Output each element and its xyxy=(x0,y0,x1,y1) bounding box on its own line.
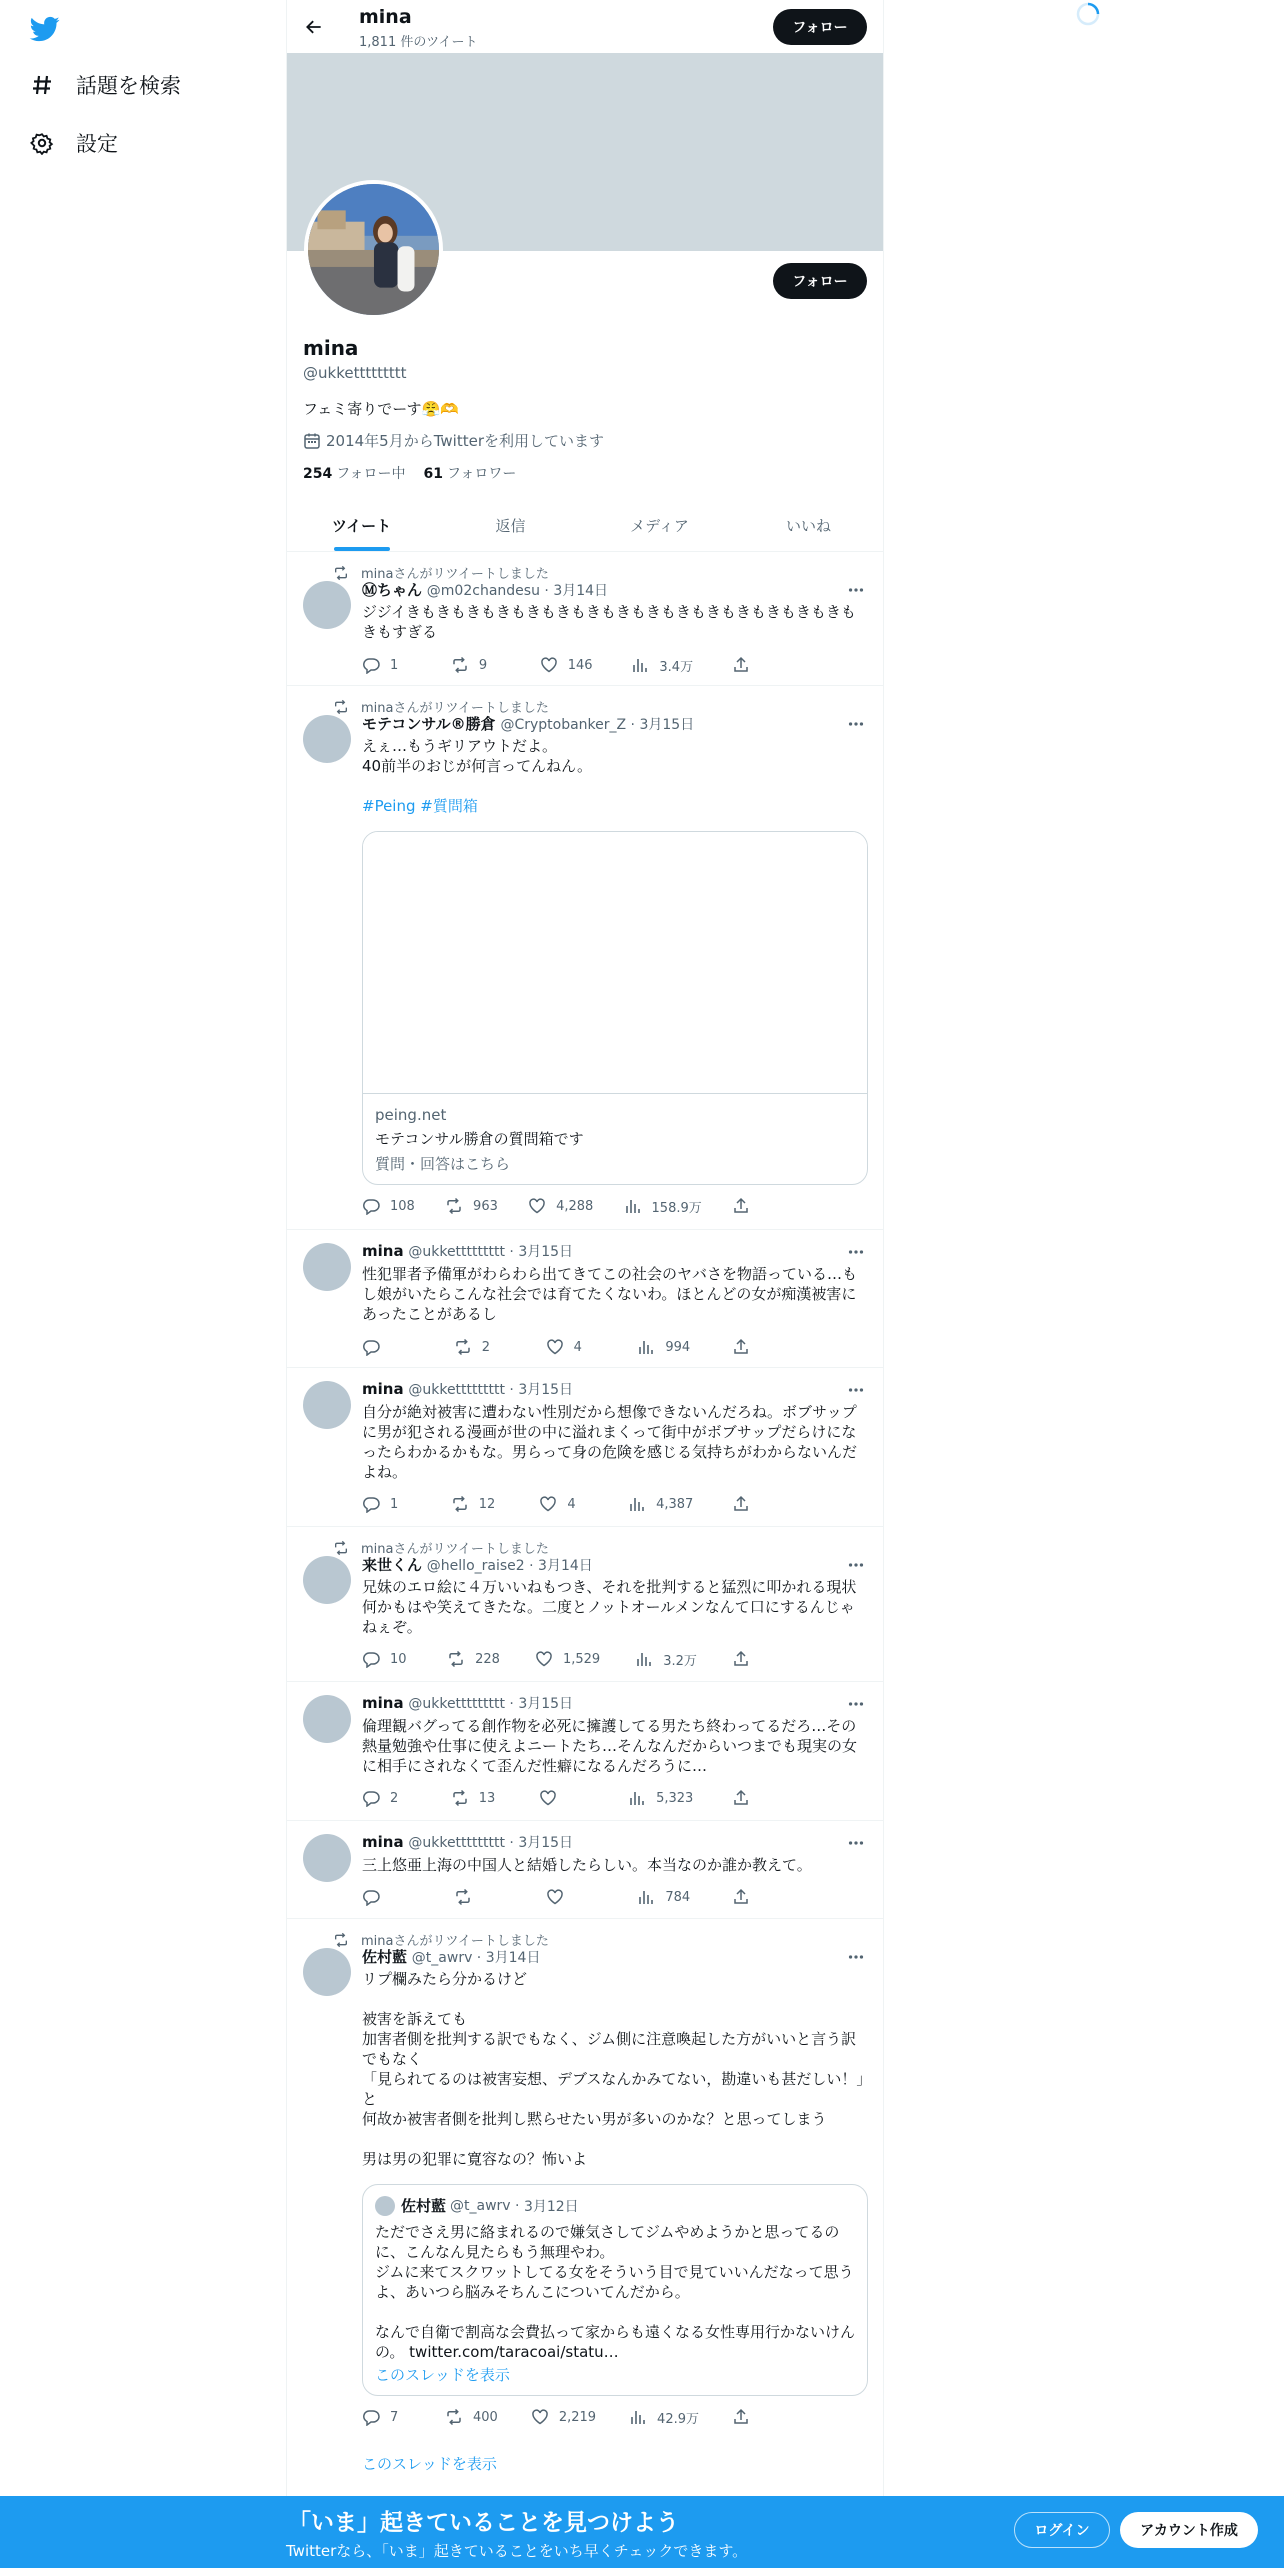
login-button[interactable]: ログイン xyxy=(1014,2512,1110,2548)
tweet-actions xyxy=(362,1788,782,1808)
link-card-image xyxy=(363,832,867,1094)
more-icon[interactable] xyxy=(845,1946,867,1968)
quoted-tweet-header: 佐村藍 @t_awrv · 3月12日 xyxy=(375,2195,855,2216)
share-icon xyxy=(732,2408,750,2426)
signup-banner xyxy=(0,2496,1284,2568)
reply-icon xyxy=(362,1197,380,1215)
views-button[interactable] xyxy=(637,1337,690,1357)
more-icon[interactable] xyxy=(845,1379,867,1401)
like-button[interactable] xyxy=(540,655,593,675)
bar-chart-icon xyxy=(629,2408,647,2426)
view-count: 994 xyxy=(665,1339,691,1355)
followers-label: フォロワー xyxy=(447,466,517,482)
tweet-author-handle[interactable]: @m02chandesu xyxy=(426,583,540,599)
tweet-header: Ⓜちゃん @m02chandesu · 3月14日 xyxy=(362,581,609,599)
retweet-button[interactable] xyxy=(451,1788,501,1808)
tweet-header: モテコンサル®勝倉 @Cryptobanker_Z · 3月15日 xyxy=(362,715,695,733)
more-icon[interactable] xyxy=(845,1693,867,1715)
share-button[interactable] xyxy=(732,1494,782,1514)
tweet-author-name[interactable]: モテコンサル®勝倉 xyxy=(362,715,496,733)
bar-chart-icon xyxy=(635,1650,653,1668)
retweet-icon xyxy=(451,1789,469,1807)
calendar-icon xyxy=(303,432,321,450)
like-count: 4,288 xyxy=(556,1198,594,1214)
tweet-text: 倫理観バグってる創作物を必死に擁護してる男たち終わってるだろ…その熱量勉強や仕事に使えよニートたち…そんなんだからいつまでも現実の女に相手にされなくて歪んだ性癖になるんだろうに… xyxy=(362,1717,858,1775)
tweet-author-name[interactable]: mina xyxy=(362,1694,404,1712)
heart-icon xyxy=(546,1888,564,1906)
retweet-icon xyxy=(333,565,349,581)
retweet-label: minaさんがリツイートしました xyxy=(361,1542,549,1557)
tweet-item[interactable] xyxy=(287,687,883,1230)
share-button[interactable] xyxy=(732,655,782,675)
bar-chart-icon xyxy=(624,1197,642,1215)
share-button[interactable] xyxy=(732,1649,782,1669)
views-button[interactable] xyxy=(629,2407,699,2427)
tweet-text: リプ欄みたら分かるけど 被害を訴えても 加害者側を批判する訳でもなく、ジム側に注意喚起した方がいいと言う訳でもなく 「見られてるのは被害妄想、デブスなんかみてない，勘違いも甚だしい！」と 何故か被害者側を批判し黙らせたい男が多いのかな？と思ってしまう 男は男の犯罪に寛容なの？怖いよ xyxy=(362,1970,864,2168)
share-icon xyxy=(732,1789,750,1807)
bar-chart-icon xyxy=(631,656,649,674)
show-thread-link[interactable]: このスレッドを表示 xyxy=(362,2455,497,2473)
tweet-author-handle[interactable]: @hello_raise2 xyxy=(426,1558,525,1574)
reply-button[interactable] xyxy=(362,2407,412,2427)
retweet-count: 228 xyxy=(475,1651,500,1667)
quoted-author-name: 佐村藍 xyxy=(401,2197,447,2215)
reply-icon xyxy=(362,1888,380,1906)
tweet-author-handle[interactable]: @Cryptobanker_Z xyxy=(500,717,627,733)
like-button[interactable] xyxy=(546,1887,596,1907)
quoted-show-thread-link[interactable]: このスレッドを表示 xyxy=(375,2366,510,2384)
share-button[interactable] xyxy=(732,1196,782,1216)
bar-chart-icon xyxy=(628,1495,646,1513)
retweet-count: 400 xyxy=(473,2409,498,2425)
tweet-author-name[interactable]: mina xyxy=(362,1380,404,1398)
heart-icon xyxy=(539,1495,557,1513)
loading-spinner-icon xyxy=(1075,1,1101,27)
tab-likes[interactable]: いいね xyxy=(785,517,831,535)
retweet-count: 963 xyxy=(473,1198,498,1214)
view-count: 3.2万 xyxy=(663,1653,697,1669)
share-button[interactable] xyxy=(732,1887,782,1907)
share-button[interactable] xyxy=(732,2407,782,2427)
view-count: 3.4万 xyxy=(659,659,694,675)
like-button[interactable] xyxy=(535,1649,600,1669)
heart-icon xyxy=(528,1197,546,1215)
profile-tabs xyxy=(287,500,883,552)
tweet-author-name[interactable]: mina xyxy=(362,1833,404,1851)
avatar[interactable] xyxy=(303,1556,351,1604)
reply-button[interactable] xyxy=(362,1494,412,1514)
reply-count: 1 xyxy=(390,657,399,673)
heart-icon xyxy=(546,1338,564,1356)
retweet-count: 12 xyxy=(478,1496,496,1512)
tweet-header: mina @ukkettttttttt · 3月15日 xyxy=(362,1694,574,1712)
tweet-actions xyxy=(362,2407,782,2427)
tweet-date[interactable]: 3月14日 xyxy=(538,1558,593,1574)
tweet-actions xyxy=(362,1887,782,1907)
signup-banner-subtitle: Twitterなら、「いま」起きていることをいち早くチェックできます。 xyxy=(286,2542,748,2560)
profile-stats xyxy=(303,463,534,483)
tab-replies[interactable]: 返信 xyxy=(495,517,526,535)
reply-icon xyxy=(362,1789,380,1807)
views-button[interactable] xyxy=(635,1649,697,1669)
profile-follow-button[interactable]: フォロー xyxy=(773,263,867,299)
like-button[interactable] xyxy=(528,1196,593,1216)
tweet-author-handle[interactable]: @ukkettttttttt xyxy=(408,1696,505,1712)
retweet-icon xyxy=(454,1888,472,1906)
heart-icon xyxy=(539,1789,557,1807)
profile-column xyxy=(286,0,884,2568)
share-icon xyxy=(732,1650,750,1668)
reply-button[interactable] xyxy=(362,1196,415,1216)
avatar[interactable] xyxy=(303,715,351,763)
tab-media[interactable]: メディア xyxy=(630,517,689,535)
retweet-button[interactable] xyxy=(454,1887,504,1907)
tweet-text: 性犯罪者予備軍がわらわら出てきてこの社会のヤバさを物語っている…もし娘がいたらこんな社会では育てたくないわ。ほとんどの女が痴漢被害にあったことがあるし xyxy=(362,1265,858,1323)
reply-icon xyxy=(362,1650,380,1668)
tweet-author-handle[interactable]: @ukkettttttttt xyxy=(408,1382,505,1398)
retweet-icon xyxy=(445,2408,463,2426)
avatar[interactable] xyxy=(303,1243,351,1291)
reply-button[interactable] xyxy=(362,1887,412,1907)
more-icon[interactable] xyxy=(845,713,867,735)
tweet-author-name[interactable]: 来世くん xyxy=(362,1556,423,1574)
tweet-actions xyxy=(362,1649,782,1669)
tweet-text: 兄妹のエロ絵に４万いいねもつき、それを批判すると猛烈に叩かれる現状何かもはや笑えてきたな。二度とノットオールメンなんて口にするんじゃねぇぞ。 xyxy=(362,1578,857,1636)
back-arrow-icon[interactable] xyxy=(299,12,329,42)
profile-name: mina xyxy=(303,336,359,360)
like-button[interactable] xyxy=(531,2407,596,2427)
share-icon xyxy=(732,1197,750,1215)
header-tweet-count: 1,811 件のツイート xyxy=(359,35,478,50)
reply-icon xyxy=(362,656,380,674)
retweet-button[interactable] xyxy=(445,2407,498,2427)
quoted-author-handle: @t_awrv xyxy=(450,2197,511,2214)
followers-count: 61 xyxy=(423,466,444,482)
retweet-label: minaさんがリツイートしました xyxy=(361,1934,549,1949)
views-button[interactable] xyxy=(628,1494,693,1514)
quoted-date: 3月12日 xyxy=(523,2198,579,2215)
more-icon[interactable] xyxy=(845,1832,867,1854)
views-button[interactable] xyxy=(637,1887,690,1907)
tweet-author-handle[interactable]: @ukkettttttttt xyxy=(408,1835,505,1851)
tweet-actions xyxy=(362,1196,782,1216)
like-count: 146 xyxy=(567,657,593,673)
following-count: 254 xyxy=(303,466,333,482)
views-button[interactable] xyxy=(631,655,693,675)
retweet-button[interactable] xyxy=(451,655,501,675)
quoted-tweet-text: ただでさえ男に絡まれるので嫌気さしてジムやめようかと思ってるのに、こんなん見たらもう無理やわ。 ジムに来てスクワットしてる女をそういう目で見ていいんだなって思うよ、あいつら脳みそちんこについてんだから。 なんで自衛で割高な会費払って家からも遠くなる女性専用行かないけんの。 twitter.com/taracoai/statu… xyxy=(375,2223,856,2361)
views-button[interactable] xyxy=(624,1196,702,1216)
profile-header-bar xyxy=(287,0,883,53)
tweet-date[interactable]: 3月15日 xyxy=(518,1696,574,1712)
tweet-text: 三上悠亜上海の中国人と結婚したらしい。本当なのか誰か教えて。 xyxy=(362,1856,812,1874)
retweet-button[interactable] xyxy=(447,1649,500,1669)
tweet-text: 自分が絶対被害に遭わない性別だから想像できないんだろね。ボブサップに男が犯される漫画が世の中に溢れまくって街中がボブサップだらけになったらわかるかもな。男らって身の危険を感じる気持ちがわからないんだよね。 xyxy=(362,1403,858,1481)
link-card-description: 質問・回答はこちら xyxy=(375,1155,511,1173)
link-card-domain: peing.net xyxy=(375,1106,447,1124)
reply-button[interactable] xyxy=(362,1649,412,1669)
signup-button[interactable]: アカウント作成 xyxy=(1120,2512,1258,2548)
heart-icon xyxy=(540,656,558,674)
retweet-button[interactable] xyxy=(451,1494,501,1514)
more-icon[interactable] xyxy=(845,1241,867,1263)
hashtag-icon xyxy=(28,71,56,99)
tweet-actions xyxy=(362,1337,782,1357)
retweet-count: 9 xyxy=(478,657,488,673)
quoted-tweet[interactable] xyxy=(362,2184,868,2396)
like-button[interactable] xyxy=(539,1494,589,1514)
view-count: 5,323 xyxy=(656,1790,694,1806)
tweet-header: 来世くん @hello_raise2 · 3月14日 xyxy=(362,1556,593,1574)
avatar[interactable] xyxy=(303,1381,351,1429)
retweet-label: minaさんがリツイートしました xyxy=(361,701,549,716)
like-count: 2,219 xyxy=(558,2409,597,2425)
retweet-icon xyxy=(451,656,469,674)
reply-count: 7 xyxy=(390,2409,399,2425)
retweet-count: 2 xyxy=(481,1339,491,1355)
share-button[interactable] xyxy=(732,1788,782,1808)
view-count: 784 xyxy=(665,1889,691,1905)
tweet-item[interactable] xyxy=(287,553,883,686)
left-nav xyxy=(0,0,286,2568)
tweet-date[interactable]: 3月15日 xyxy=(518,1835,574,1851)
tweet-item[interactable] xyxy=(287,1920,883,2496)
view-count: 4,387 xyxy=(656,1496,694,1512)
retweet-count: 13 xyxy=(478,1790,496,1806)
view-count: 42.9万 xyxy=(657,2411,699,2427)
header-follow-button[interactable]: フォロー xyxy=(773,9,867,45)
retweet-label: minaさんがリツイートしました xyxy=(361,567,549,582)
tweet-author-name[interactable]: mina xyxy=(362,1242,404,1260)
like-count: 4 xyxy=(573,1339,582,1355)
tweet-date[interactable]: 3月15日 xyxy=(518,1244,574,1260)
view-count: 158.9万 xyxy=(651,1200,702,1216)
signup-banner-title: 「いま」起きていることを見つけよう xyxy=(288,2510,679,2536)
reply-count: 10 xyxy=(390,1651,407,1667)
tweet-date[interactable]: 3月15日 xyxy=(639,717,695,733)
share-icon xyxy=(732,1338,750,1356)
retweet-icon xyxy=(333,699,349,715)
tweet-header: mina @ukkettttttttt · 3月15日 xyxy=(362,1380,574,1398)
following-link[interactable] xyxy=(303,463,406,483)
reply-button[interactable] xyxy=(362,655,412,675)
bar-chart-icon xyxy=(637,1338,655,1356)
tweet-author-handle[interactable]: @ukkettttttttt xyxy=(408,1244,505,1260)
retweet-icon xyxy=(447,1650,465,1668)
reply-icon xyxy=(362,1495,380,1513)
reply-icon xyxy=(362,2408,380,2426)
tweet-date[interactable]: 3月14日 xyxy=(485,1950,541,1966)
reply-button[interactable] xyxy=(362,1337,412,1357)
reply-count: 1 xyxy=(390,1496,399,1512)
reply-button[interactable] xyxy=(362,1788,412,1808)
followers-link[interactable] xyxy=(424,463,517,483)
tweet-header: mina @ukkettttttttt · 3月15日 xyxy=(362,1833,574,1851)
retweet-button[interactable] xyxy=(445,1196,498,1216)
like-count: 1,529 xyxy=(562,1651,601,1667)
more-icon[interactable] xyxy=(845,579,867,601)
tweet-date[interactable]: 3月14日 xyxy=(553,583,609,599)
header-name: mina xyxy=(359,6,412,28)
bar-chart-icon xyxy=(637,1888,655,1906)
retweet-icon xyxy=(333,1932,349,1948)
retweet-icon xyxy=(454,1338,472,1356)
tweet-text: えぇ…もうギリアウトだよ。 40前半のおじが何言ってんねん。 xyxy=(362,737,592,775)
share-icon xyxy=(732,656,750,674)
like-button[interactable] xyxy=(539,1788,589,1808)
tweet-hashtags[interactable]: #Peing #質問箱 xyxy=(362,797,478,815)
tweet-actions xyxy=(362,1494,782,1514)
nav-settings[interactable] xyxy=(28,128,118,158)
tweet-item[interactable] xyxy=(287,1231,883,1368)
tab-tweets[interactable]: ツイート xyxy=(287,500,436,551)
share-icon xyxy=(732,1888,750,1906)
gear-icon xyxy=(28,129,56,157)
like-count: 4 xyxy=(567,1496,576,1512)
retweet-icon xyxy=(445,1197,463,1215)
tweet-text: ジジイきもきもきもきもきもきもきもきもきもきもきもきもきもきもきもきもすぎる xyxy=(362,603,856,641)
profile-avatar[interactable] xyxy=(304,180,443,319)
retweet-icon xyxy=(333,1540,349,1556)
like-button[interactable] xyxy=(546,1337,596,1357)
following-label: フォロー中 xyxy=(336,466,406,482)
retweet-icon xyxy=(451,1495,469,1513)
more-icon[interactable] xyxy=(845,1554,867,1576)
tweet-actions xyxy=(362,655,782,675)
tweet-item[interactable] xyxy=(287,1528,883,1682)
tweet-item[interactable] xyxy=(287,1369,883,1527)
avatar[interactable] xyxy=(303,581,351,629)
reply-count: 2 xyxy=(390,1790,399,1806)
tweet-item[interactable] xyxy=(287,1822,883,1919)
heart-icon xyxy=(535,1650,553,1668)
reply-icon xyxy=(362,1338,380,1356)
tweet-header: mina @ukkettttttttt · 3月15日 xyxy=(362,1242,574,1260)
avatar[interactable] xyxy=(303,1948,351,1996)
tweet-date[interactable]: 3月15日 xyxy=(518,1382,574,1398)
retweet-button[interactable] xyxy=(454,1337,504,1357)
link-card-title: モテコンサル勝倉の質問箱です xyxy=(375,1130,584,1148)
profile-handle: @ukkettttttttt xyxy=(303,364,407,382)
twitter-bird-icon[interactable] xyxy=(28,14,62,44)
link-card[interactable] xyxy=(362,831,868,1185)
heart-icon xyxy=(531,2408,549,2426)
views-button[interactable] xyxy=(628,1788,693,1808)
tweet-header: 佐村藍 @t_awrv · 3月14日 xyxy=(362,1948,541,1966)
profile-bio: フェミ寄りでーす😤🫶 xyxy=(303,400,459,418)
tweet-author-name[interactable]: Ⓜちゃん xyxy=(362,581,423,599)
bar-chart-icon xyxy=(628,1789,646,1807)
profile-joined xyxy=(303,430,604,451)
tweet-author-handle[interactable]: @t_awrv xyxy=(411,1950,473,1966)
reply-count: 108 xyxy=(390,1198,415,1214)
nav-explore-label: 話題を検索 xyxy=(76,74,181,98)
profile-joined-text: 2014年5月からTwitterを利用しています xyxy=(326,432,604,450)
share-icon xyxy=(732,1495,750,1513)
avatar[interactable] xyxy=(303,1834,351,1882)
avatar[interactable] xyxy=(303,1695,351,1743)
quoted-avatar xyxy=(375,2196,395,2216)
tweet-item[interactable] xyxy=(287,1683,883,1821)
nav-explore[interactable] xyxy=(28,70,181,100)
share-button[interactable] xyxy=(732,1337,782,1357)
nav-settings-label: 設定 xyxy=(76,132,118,156)
tweet-author-name[interactable]: 佐村藍 xyxy=(362,1948,408,1966)
